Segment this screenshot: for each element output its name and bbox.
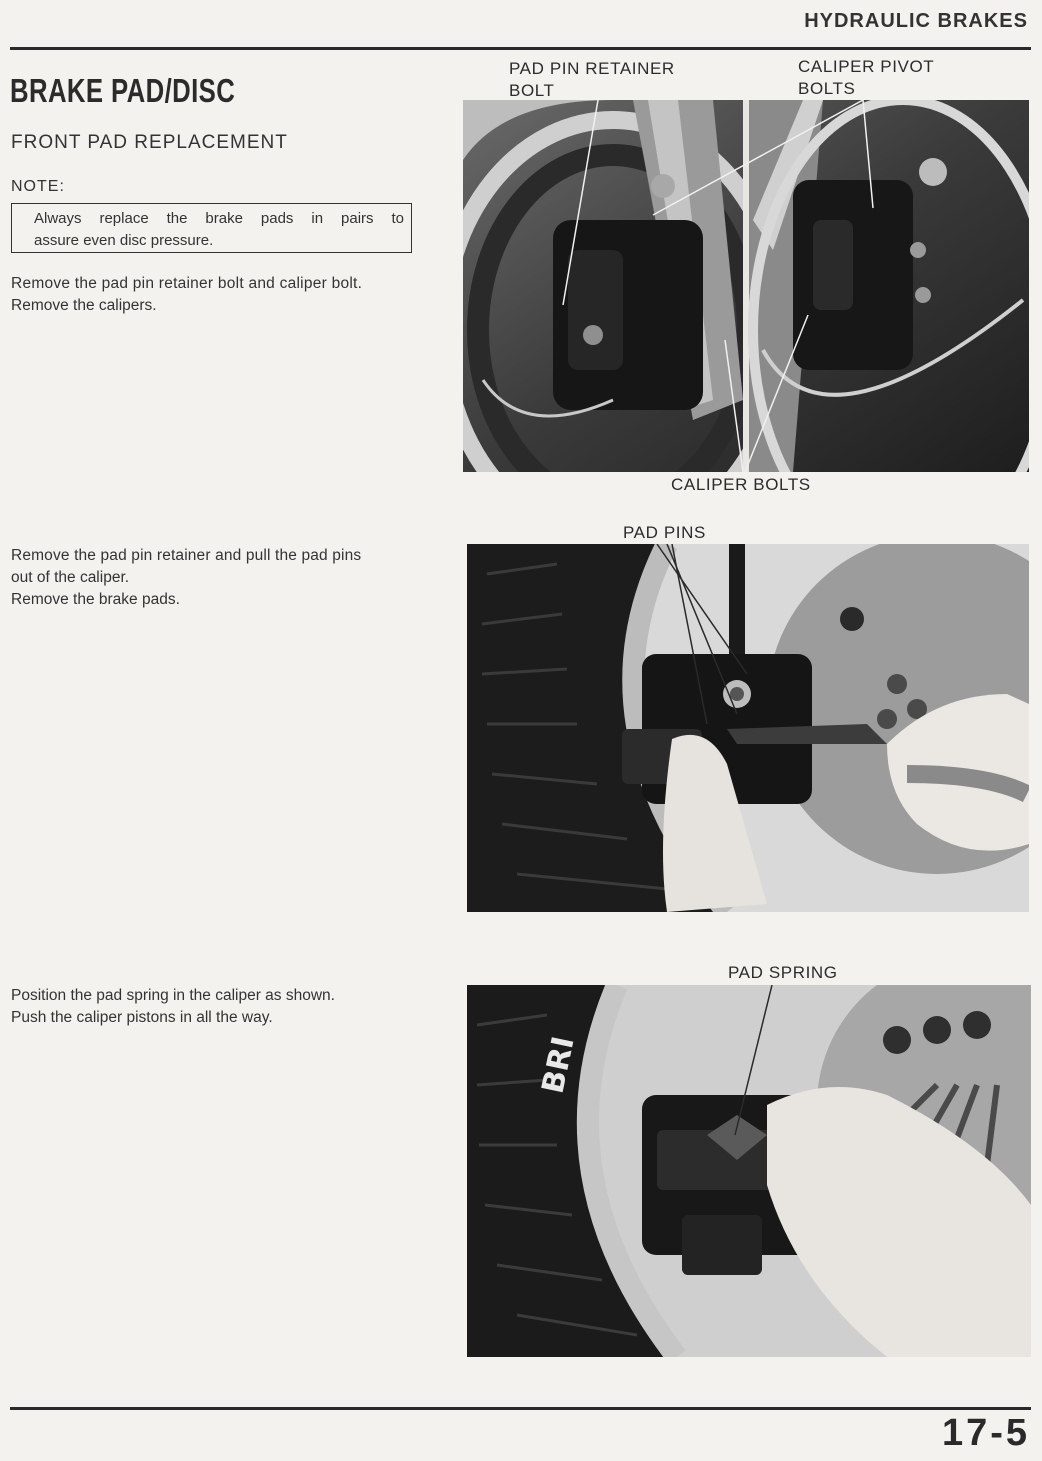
- step-3-text: [11, 985, 429, 1029]
- label-pad-spring: PAD SPRING: [728, 963, 838, 982]
- label-caliper-bolts: CALIPER BOLTS: [671, 475, 811, 494]
- pad-pins-photo: [467, 544, 1029, 912]
- page-subtitle: FRONT PAD REPLACEMENT: [11, 132, 288, 153]
- label-caliper-pivot-2: BOLTS: [798, 79, 856, 98]
- step-2-line-3: Remove the brake pads.: [11, 591, 180, 608]
- footer-rule: [10, 1407, 1031, 1410]
- step-2-line-2: out of the caliper.: [11, 569, 130, 586]
- svg-text:BRI: BRI: [535, 1033, 582, 1097]
- label-pad-pin-retainer-2: BOLT: [509, 81, 555, 100]
- step-3-line-1: Position the pad spring in the caliper as shown.: [11, 987, 335, 1004]
- note-label: NOTE:: [11, 178, 65, 195]
- step-2-line-1: Remove the pad pin retainer and pull the pad pins: [11, 547, 362, 564]
- header-rule: [10, 47, 1031, 50]
- note-line-2: assure even disc pressure.: [34, 232, 214, 249]
- page-title: BRAKE PAD/DISC: [10, 72, 236, 109]
- section-header: HYDRAULIC BRAKES: [804, 10, 1028, 32]
- label-caliper-pivot-1: CALIPER PIVOT: [798, 57, 935, 76]
- step-1-line-1: Remove the pad pin retainer bolt and caliper bolt.: [11, 275, 363, 292]
- caliper-removal-photo: [463, 100, 1029, 472]
- step-1-text: [11, 273, 429, 317]
- step-1-line-2: Remove the calipers.: [11, 297, 157, 314]
- note-box: [11, 203, 412, 253]
- note-line-1: Always replace the brake pads in pairs to: [34, 210, 404, 227]
- label-pad-pin-retainer-1: PAD PIN RETAINER: [509, 59, 675, 78]
- page-number: 17-5: [941, 1412, 1030, 1454]
- pad-spring-photo: [467, 985, 1031, 1357]
- step-2-text: [11, 545, 429, 611]
- step-3-line-2: Push the caliper pistons in all the way.: [11, 1009, 273, 1026]
- label-pad-pins: PAD PINS: [623, 523, 706, 542]
